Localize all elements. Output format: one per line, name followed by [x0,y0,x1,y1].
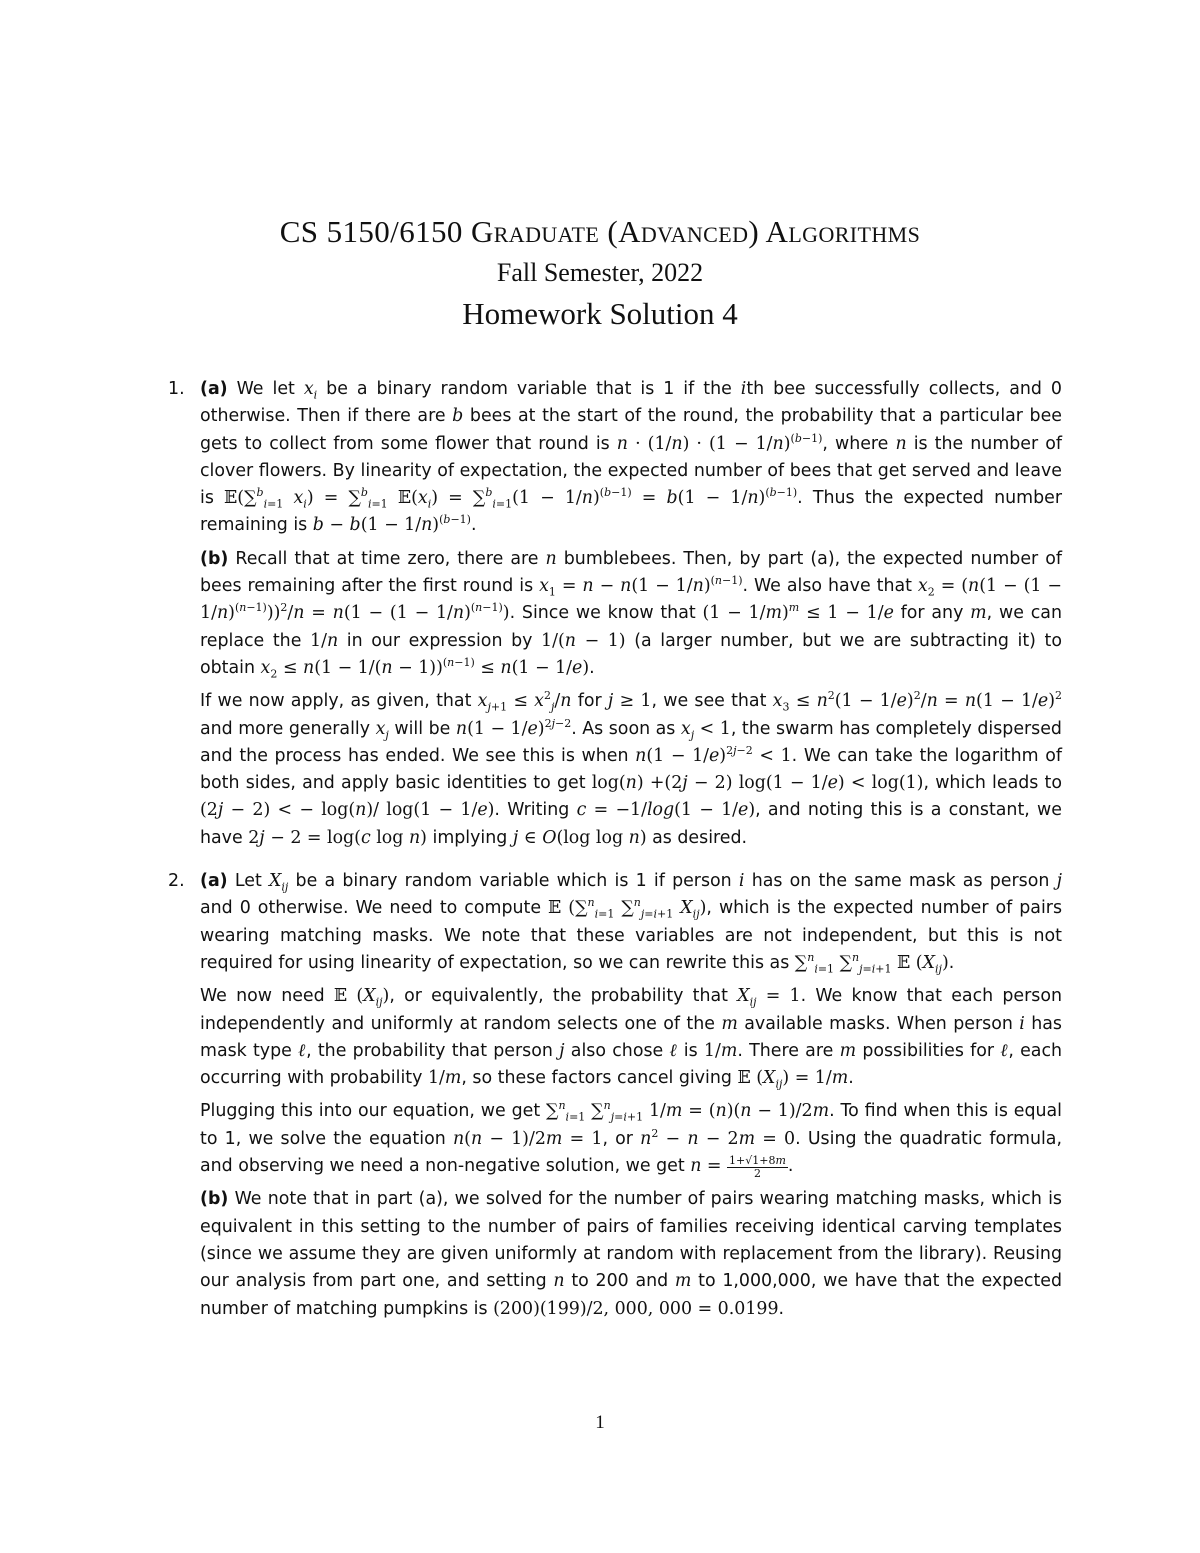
problem-1 [158,376,1062,852]
problem-2-part-a: (a) Let $X_{ij}$ be a binary random variable which is 1 if person i has on the same mask as person j and 0 otherwise. We need to compute 𝔼 (∑$^n_{i=1}$ ∑$^n_{j=i+1}$ $X_{ij}$), which is the expected number of pairs wearing matching masks. We note that these variables are not independent, but this is not required for using linearity of expectation, so we can rewrite this as ∑$^n_{i=1}$ ∑$^n_{j=i+1}$ 𝔼 $(X_{ij})$. [200,871,1063,976]
problem-1-part-b: (b) Recall that at time zero, there are n bumblebees. Then, by part (a), the expected number of bees remaining after the first round is $x_1 = n - n(1 - 1/n)^{(n-1)}$. We also have that $x_2 = (n(1 - (1 - 1/n)^{(n-1)}))^2/n = n(1 - (1 - 1/n)^{(n-1)})$. Since we know that $(1 - 1/m)^m \le 1 - 1/e$ for any m, we can replace the 1/n in our expression by 1/(n − 1) (a larger number, but we are subtracting it) to obtain $x_2 \le n(1 - 1/(n - 1))^{(n-1)} \le n(1 - 1/e)$. [200,548,1063,681]
page-number: 1 [595,1412,605,1433]
problem-1-part-a: (a) We let $x_i$ be a binary random variable that is 1 if the ith bee successfully collects, and 0 otherwise. Then if there are b bees at the start of the round, the probability that a particular bee gets to collect from some flower that round is $n \cdot (1/n) \cdot (1 - 1/n)^{(b-1)}$, where n is the number of clover flowers. By linearity of expectation, the expected number of bees that get served and leave is 𝔼(∑$^b_{i=1}$ $x_i) = \sum^b_{i=1}$ $𝔼(x_i) = \sum^b_{i=1}(1 - 1/n)^{(b-1)} = b(1 - 1/n)^{(b-1)}$. Thus the expected number remaining is $b - b(1 - 1/n)^{(b-1)}$. [200,379,1062,536]
solution-body [158,376,1062,1329]
problem-2 [158,868,1062,1323]
part-label: (a) [200,379,228,399]
problem-2-part-a-solution: Plugging this into our equation, we get ∑$^n_{i=1}$ ∑$^n_{j=i+1}$ 1/m = (n)(n − 1)/2m. To find when this is equal to 1, we solve the equation n(n − 1)/2m = 1, or $n^2 - n - 2m = 0$. Using the quadratic formula, and observing we need a non-negative solution, we get n = $\frac{1+√1+8m}{2}$ . [200,1099,1063,1181]
homework-title: Homework Solution 4 [462,296,738,331]
part-label: (a) [200,871,228,892]
problem-2-part-b: (b) We note that in part (a), we solved for the number of pairs wearing matching masks, which is equivalent in this setting to the number of pairs of families receiving identical carving templates (since we assume they are given uniformly at random with replacement from the library). Reusing our analysis from part one, and setting n to 200 and m to 1,000,000, we have that the expected number of matching pumpkins is (200)(199)/2, 000, 000 = 0.0199. [200,1189,1063,1319]
course-title: CS 5150/6150 Graduate (Advanced) Algorithms [279,214,921,249]
part-label: (b) [200,1189,229,1210]
problem-1-part-b-continued: If we now apply, as given, that $x_{j+1} \le x^2_j/n$ for j ≥ 1, we see that $x_3 \le n^2(1 - 1/e)^2/n = n(1 - 1/e)^2$ and more generally $x_j$ will be $n(1 - 1/e)^{2j-2}$. As soon as $x_j < 1$, the swarm has completely dispersed and the process has ended. We see this is when $n(1 - 1/e)^{2j-2} < 1$. We can take the logarithm of both sides, and apply basic identities to get log(n) +(2j − 2) log(1 − 1/e) < log(1), which leads to (2j − 2) < − log(n)/ log(1 − 1/e). Writing c = −1/log(1 − 1/e), and noting this is a constant, we have 2j − 2 = log(c log n) implying j ∈ O(log log n) as desired. [200,689,1062,848]
problem-2-part-a-continued: We now need 𝔼 $(X_{ij})$, or equivalently, the probability that $X_{ij} = 1$. We know that each person independently and uniformly at random selects one of the m available masks. When person i has mask type ℓ, the probability that person j also chose ℓ is 1/m. There are m possibilities for ℓ, each occurring with probability 1/m, so these factors cancel giving 𝔼 $(X_{ij}) = 1/m$. [200,986,1063,1091]
fraction: $\frac{1+√1+8m}{2}$ [729,1154,786,1181]
semester: Fall Semester, 2022 [496,258,704,287]
problem-number: 2. [168,871,185,892]
problem-number: 1. [168,379,185,399]
part-label: (b) [200,548,229,569]
